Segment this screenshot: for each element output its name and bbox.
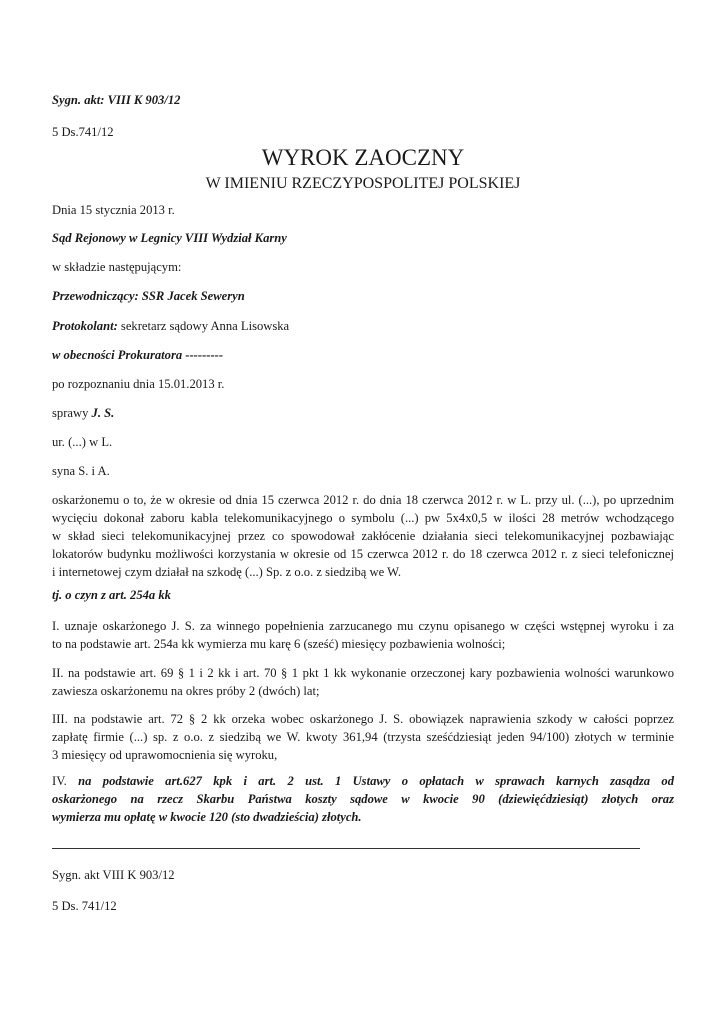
birth-info: ur. (...) w L. [52, 435, 113, 449]
verdict-line: wymierza mu opłatę w kwocie 120 (sto dwadzieścia) złotych. [52, 810, 362, 824]
court-name: Sąd Rejonowy w Legnicy VIII Wydział Karny [52, 231, 287, 245]
verdict-line: I. uznaje oskarżonego J. S. za winnego popełnienia zarzucanego mu czynu opisanego w części wstępnej wyroku i za [52, 619, 674, 633]
charge-line: lokatorów budynku możliwości korzystania w okresie od 15 czerwca 2012 r. do 18 czerwca 2012 r. z sieci telefonicznej [52, 547, 674, 561]
verdict-line [52, 772, 674, 790]
verdict-line: to na podstawie art. 254a kk wymierza mu karę 6 (sześć) miesięcy pozbawienia wolności; [52, 637, 506, 651]
clerk-line [52, 317, 289, 335]
clerk-label: Protokolant: [52, 319, 118, 333]
case-of-line [52, 404, 114, 422]
defendant-name: J. S. [91, 406, 115, 420]
verdict-line: oskarżonego na rzecz Skarbu Państwa koszty sądowe w kwocie 90 (dziewięćdziesiąt) złotych oraz [52, 792, 674, 806]
verdict-point-3 [52, 710, 674, 764]
verdict-line: 3 miesięcy od uprawomocnienia się wyroku, [52, 748, 278, 762]
point-4-number: IV. [52, 774, 79, 788]
verdict-point-2 [52, 664, 674, 700]
ds-number-header: 5 Ds.741/12 [52, 125, 114, 139]
charge-line: oskarżonemu o to, że w okresie od dnia 15 czerwca 2012 r. do dnia 18 czerwca 2012 r. w L. przy ul. (...), po uprzednim [52, 493, 674, 507]
footer-case-number: Sygn. akt VIII K 903/12 [52, 868, 175, 882]
point-4-text: na podstawie art.627 kpk i art. 2 ust. 1 Ustawy o opłatach w sprawach karnych zasądza od [78, 774, 674, 788]
verdict-line: III. na podstawie art. 72 § 2 kk orzeka wobec oskarżonego J. S. obowiązek naprawienia szkody w całości poprzez [52, 712, 674, 726]
clerk-value: sekretarz sądowy Anna Lisowska [117, 319, 290, 333]
charge-paragraph [52, 491, 674, 581]
judgment-date: Dnia 15 stycznia 2013 r. [52, 203, 175, 217]
charge-line: i internetowej czym działał na szkodę (...) Sp. z o.o. z siedzibą we W. [52, 565, 402, 579]
verdict-line: zawiesza oskarżonemu na okres próby 2 (dwóch) lat; [52, 684, 320, 698]
verdict-point-4 [52, 772, 674, 826]
charge-line: wycięciu dokonał zaboru kabla telekomunikacyjnego o symbolu (...) pw 5x4x0,5 w ilości 28 metrów wchodzącego [52, 511, 674, 525]
document-subtitle: W IMIENIU RZECZYPOSPOLITEJ POLSKIEJ [205, 175, 521, 192]
composition-label: w składzie następującym: [52, 260, 182, 274]
footer-ds-number: 5 Ds. 741/12 [52, 899, 117, 913]
presiding-judge: Przewodniczący: SSR Jacek Seweryn [52, 289, 245, 303]
hearing-date: po rozpoznaniu dnia 15.01.2013 r. [52, 377, 225, 391]
separator-line [52, 848, 640, 849]
verdict-line: II. na podstawie art. 69 § 1 i 2 kk i art. 70 § 1 pkt 1 kk wykonanie orzeczonej kary pozbawienia wolności warunkowo [52, 666, 674, 680]
case-number-header: Sygn. akt: VIII K 903/12 [52, 93, 181, 107]
charge-line: w skład sieci telekomunikacyjnej przez co spowodował zakłócenie działania sieci telekomunikacyjnej pozbawiając [52, 529, 674, 543]
verdict-line: zapłatę firmie (...) sp. z o.o. z siedzibą we W. kwoty 361,94 (trzysta sześćdziesiąt jeden 94/100) złotych w terminie [52, 730, 674, 744]
case-prefix: sprawy [52, 406, 92, 420]
parents-info: syna S. i A. [52, 464, 110, 478]
document-title: WYROK ZAOCZNY [261, 145, 465, 170]
prosecutor-line: w obecności Prokuratora --------- [52, 348, 224, 362]
verdict-point-1 [52, 617, 674, 653]
legal-basis: tj. o czyn z art. 254a kk [52, 588, 171, 602]
